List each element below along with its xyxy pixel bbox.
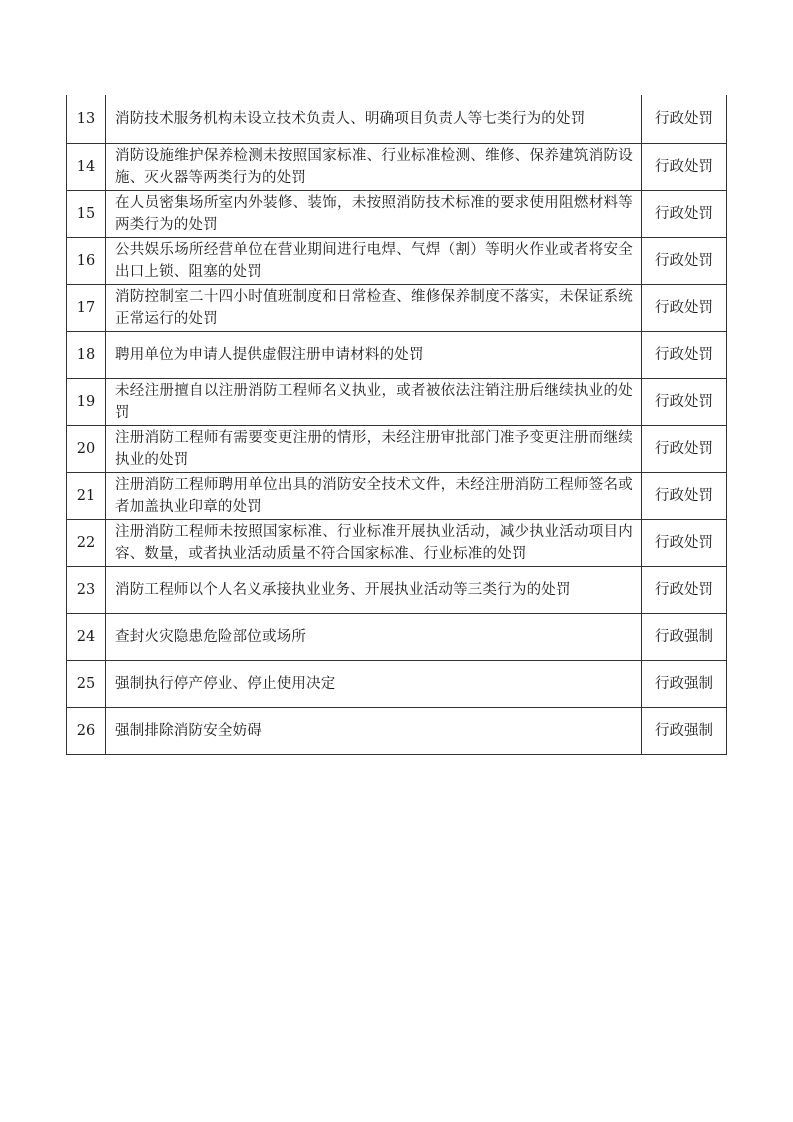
item-name: 消防设施维护保养检测未按照国家标准、行业标准检测、维修、保养建筑消防设施、灭火器等两类行为的处罚: [106, 144, 642, 191]
row-number: 16: [67, 238, 106, 285]
table-row: [67, 238, 727, 285]
item-name: 未经注册擅自以注册消防工程师名义执业，或者被依法注销注册后继续执业的处罚: [106, 379, 642, 426]
row-number: 14: [67, 144, 106, 191]
power-list-table: [66, 95, 727, 755]
table-row: [67, 708, 727, 755]
item-category: 行政处罚: [642, 332, 727, 379]
table-row: [67, 144, 727, 191]
item-category: 行政强制: [642, 614, 727, 661]
row-number: 15: [67, 191, 106, 238]
row-number: 26: [67, 708, 106, 755]
item-name: 注册消防工程师未按照国家标准、行业标准开展执业活动，减少执业活动项目内容、数量，或者执业活动质量不符合国家标准、行业标准的处罚: [106, 520, 642, 567]
row-number: 24: [67, 614, 106, 661]
item-name: 聘用单位为申请人提供虚假注册申请材料的处罚: [106, 332, 642, 379]
item-name: 强制排除消防安全妨碍: [106, 708, 642, 755]
item-category: 行政处罚: [642, 144, 727, 191]
item-name: 查封火灾隐患危险部位或场所: [106, 614, 642, 661]
item-name: 在人员密集场所室内外装修、装饰，未按照消防技术标准的要求使用阻燃材料等两类行为的处罚: [106, 191, 642, 238]
table-row: [67, 191, 727, 238]
table-row: [67, 95, 727, 144]
table-row: [67, 567, 727, 614]
item-category: 行政强制: [642, 661, 727, 708]
item-category: 行政处罚: [642, 379, 727, 426]
item-category: 行政处罚: [642, 95, 727, 144]
item-name: 注册消防工程师有需要变更注册的情形，未经注册审批部门准予变更注册而继续执业的处罚: [106, 426, 642, 473]
item-category: 行政处罚: [642, 426, 727, 473]
row-number: 18: [67, 332, 106, 379]
table-row: [67, 426, 727, 473]
item-name: 消防技术服务机构未设立技术负责人、明确项目负责人等七类行为的处罚: [106, 95, 642, 144]
table-row: [67, 614, 727, 661]
item-category: 行政处罚: [642, 238, 727, 285]
table-row: [67, 285, 727, 332]
item-category: 行政处罚: [642, 567, 727, 614]
item-name: 注册消防工程师聘用单位出具的消防安全技术文件，未经注册消防工程师签名或者加盖执业印章的处罚: [106, 473, 642, 520]
row-number: 17: [67, 285, 106, 332]
item-name: 强制执行停产停业、停止使用决定: [106, 661, 642, 708]
row-number: 23: [67, 567, 106, 614]
row-number: 21: [67, 473, 106, 520]
item-name: 公共娱乐场所经营单位在营业期间进行电焊、气焊（割）等明火作业或者将安全出口上锁、阻塞的处罚: [106, 238, 642, 285]
item-name: 消防控制室二十四小时值班制度和日常检查、维修保养制度不落实，未保证系统正常运行的处罚: [106, 285, 642, 332]
row-number: 20: [67, 426, 106, 473]
item-category: 行政处罚: [642, 473, 727, 520]
row-number: 19: [67, 379, 106, 426]
item-category: 行政处罚: [642, 285, 727, 332]
table-row: [67, 473, 727, 520]
item-category: 行政处罚: [642, 520, 727, 567]
table-row: [67, 520, 727, 567]
table-row: [67, 332, 727, 379]
item-category: 行政处罚: [642, 191, 727, 238]
row-number: 22: [67, 520, 106, 567]
item-category: 行政强制: [642, 708, 727, 755]
row-number: 25: [67, 661, 106, 708]
row-number: 13: [67, 95, 106, 144]
table-row: [67, 379, 727, 426]
item-name: 消防工程师以个人名义承接执业业务、开展执业活动等三类行为的处罚: [106, 567, 642, 614]
table-row: [67, 661, 727, 708]
